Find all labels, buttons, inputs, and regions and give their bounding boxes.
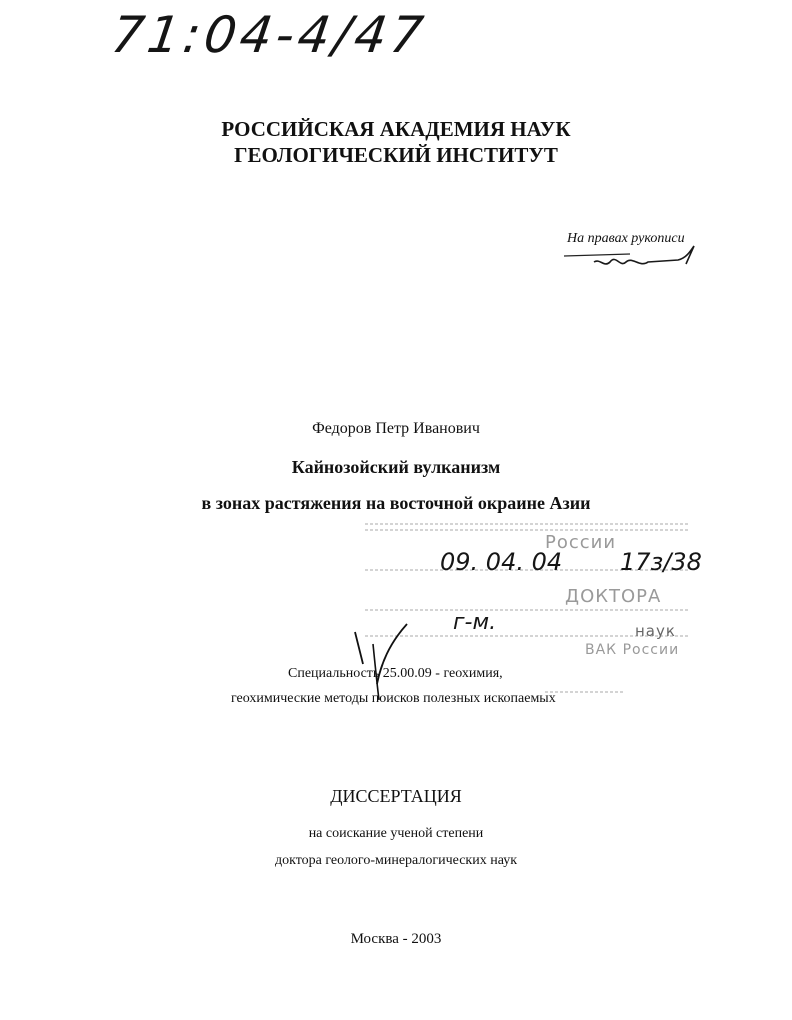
- dissertation-title-line2: в зонах растяжения на восточной окраине Азии: [201, 493, 591, 513]
- degree-purpose: на соискание ученой степени: [308, 826, 484, 841]
- stamp-line-doctor: ДОКТОРА: [565, 586, 662, 607]
- specialty-line2: геохимические методы поисков полезных ископаемых: [231, 691, 556, 706]
- place-and-year: Москва - 2003: [350, 931, 442, 947]
- dissertation-title-line1: Кайнозойский вулканизм: [291, 457, 501, 477]
- stamp-line-country: России: [545, 532, 617, 553]
- header-block: [0, 116, 792, 168]
- institute-name: ГЕОЛОГИЧЕСКИЙ ИНСТИТУТ: [234, 143, 558, 167]
- degree-name: доктора геолого-минералогических наук: [274, 853, 518, 868]
- archive-code: 71:04-4/47: [107, 6, 431, 64]
- handwritten-signature: [560, 240, 710, 280]
- stamp-date: 09. 04. 04: [440, 548, 563, 576]
- organization-name: РОССИЙСКАЯ АКАДЕМИЯ НАУК: [221, 117, 571, 141]
- stamp-field-handwritten: г-м.: [453, 610, 497, 635]
- rights-note: На правах рукописи: [567, 231, 685, 246]
- document-type: ДИССЕРТАЦИЯ: [330, 786, 462, 806]
- stamp-line-vak: ВАК России: [585, 642, 680, 658]
- author-name: Федоров Петр Иванович: [312, 420, 480, 437]
- specialty-line1: Специальность 25.00.09 - геохимия,: [288, 666, 503, 681]
- stamp-number: 17з/38: [620, 548, 702, 576]
- stamp-line-sciences: наук: [635, 622, 676, 640]
